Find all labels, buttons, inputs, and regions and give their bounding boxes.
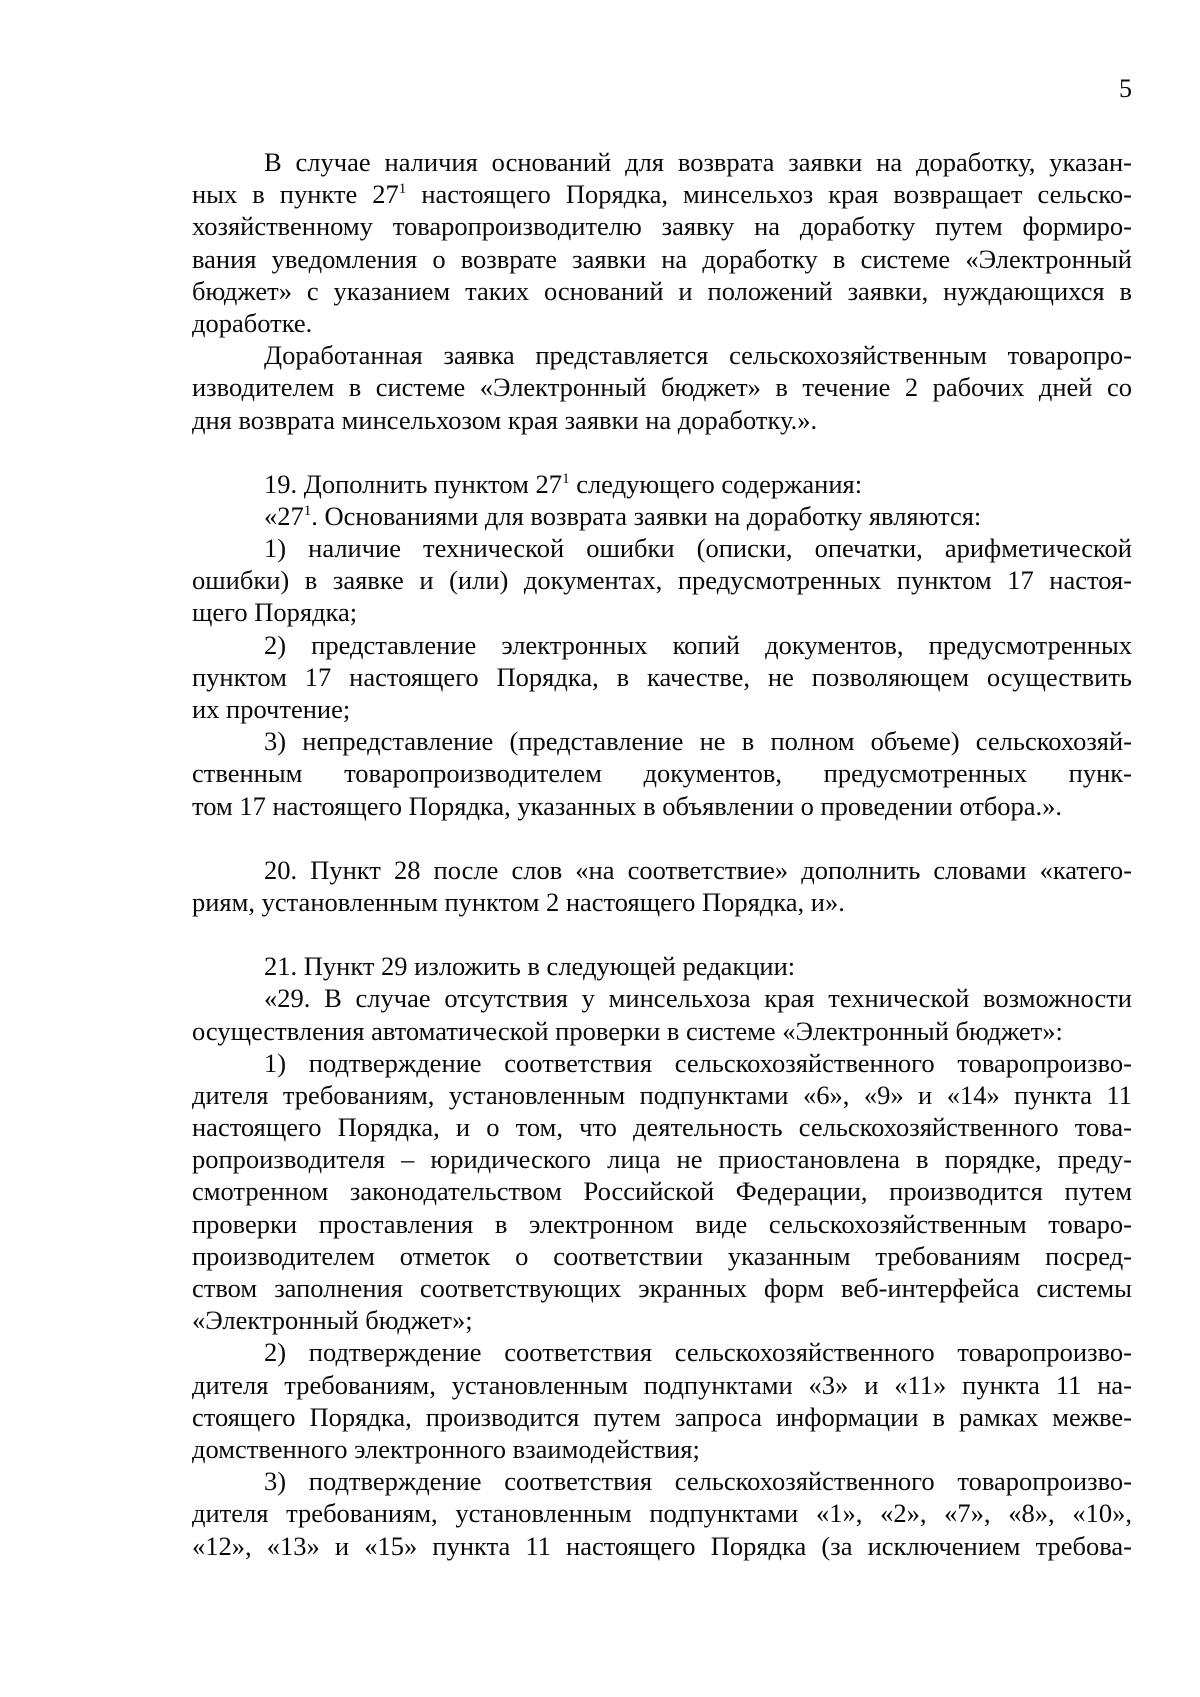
page-number: 5 bbox=[1119, 74, 1132, 103]
text-line: «12», «13» и «15» пункта 11 настоящего Порядка (за исключением требова- bbox=[192, 1530, 1132, 1561]
text-line: дителя требованиям, установленным подпунктами «3» и «11» пункта 11 на- bbox=[192, 1369, 1132, 1400]
text-line: Доработанная заявка представляется сельскохозяйственным товаропро- bbox=[264, 340, 1132, 371]
paragraph-return-grounds bbox=[192, 146, 1132, 339]
text-line: осуществления автоматической проверки в системе «Электронный бюджет»: bbox=[192, 1015, 1063, 1046]
paragraph-gap bbox=[192, 822, 1132, 854]
paragraph-revised-application bbox=[192, 339, 1132, 436]
text-line: риям, установленным пунктом 2 настоящего Порядка, и». bbox=[192, 886, 845, 917]
text-line: стоящего Порядка, производится путем запроса информации в рамках межве- bbox=[192, 1401, 1132, 1432]
text-line: бюджет» с указанием таких оснований и положений заявки, нуждающихся в bbox=[192, 275, 1132, 306]
text-line: производителем отметок о соответствии указанным требованиям посред- bbox=[192, 1240, 1132, 1271]
text-line: изводителем в системе «Электронный бюджет» в течение 2 рабочих дней со bbox=[192, 372, 1132, 403]
text-line: проверки проставления в электронном виде сельскохозяйственным товаро- bbox=[192, 1208, 1132, 1239]
paragraph-clause-29-subitem-2 bbox=[192, 1336, 1132, 1465]
text-line: «Электронный бюджет»; bbox=[192, 1305, 473, 1336]
paragraph-clause-27-1 bbox=[192, 500, 1132, 532]
text-line: дителя требованиям, установленным подпунктами «1», «2», «7», «8», «10», bbox=[192, 1498, 1132, 1529]
paragraph-gap bbox=[192, 918, 1132, 950]
text-line: домственного электронного взаимодействия; bbox=[192, 1433, 700, 1464]
text-line: доработке. bbox=[192, 307, 313, 338]
paragraph-item-20 bbox=[192, 854, 1132, 918]
paragraph-clause-29-subitem-3 bbox=[192, 1465, 1132, 1562]
paragraph-clause-29 bbox=[192, 982, 1132, 1046]
text-line: вания уведомления о возврате заявки на доработку в системе «Электронный bbox=[192, 243, 1132, 274]
paragraph-subitem-3-non-submission bbox=[192, 725, 1132, 822]
text-line: 2) подтверждение соответствия сельскохозяйственного товаропроизво- bbox=[264, 1337, 1132, 1368]
text-line: ственным товаропроизводителем документов, предусмотренных пунк- bbox=[192, 758, 1132, 789]
text-line: смотренном законодательством Российской Федерации, производится путем bbox=[192, 1176, 1132, 1207]
text-line: ных в пункте $27^1$ настоящего Порядка, минсельхоз края возвращает сельско- bbox=[192, 179, 1132, 210]
text-line: 2) представление электронных копий документов, предусмотренных bbox=[264, 629, 1132, 660]
text-line: 20. Пункт 28 после слов «на соответствие» дополнить словами «катего- bbox=[264, 854, 1132, 885]
text-line: ошибки) в заявке и (или) документах, предусмотренных пунктом 17 настоя- bbox=[192, 565, 1132, 596]
text-line: 19. Дополнить пунктом $27^1$ следующего содержания: bbox=[264, 468, 863, 499]
text-line: настоящего Порядка, и о том, что деятельность сельскохозяйственного това- bbox=[192, 1112, 1132, 1143]
text-line: 21. Пункт 29 изложить в следующей редакции: bbox=[264, 951, 796, 982]
paragraph-subitem-2-electronic-copies bbox=[192, 629, 1132, 726]
document-body bbox=[192, 146, 1132, 1562]
text-line: В случае наличия оснований для возврата заявки на доработку, указан- bbox=[264, 147, 1132, 177]
text-line: пунктом 17 настоящего Порядка, в качестве, не позволяющем осуществить bbox=[192, 661, 1132, 692]
superscript-one: 1 bbox=[303, 503, 312, 520]
superscript-one: 1 bbox=[562, 470, 570, 487]
paragraph-subitem-1-technical-error bbox=[192, 532, 1132, 629]
text-line: их прочтение; bbox=[192, 694, 351, 724]
superscript-one: 1 bbox=[398, 181, 407, 198]
text-line: дня возврата минсельхозом края заявки на доработку.». bbox=[192, 404, 818, 435]
paragraph-gap bbox=[192, 436, 1132, 468]
text-line: 3) непредставление (представление не в полном объеме) сельскохозяй- bbox=[264, 726, 1132, 757]
text-line: «$27^1$. Основаниями для возврата заявки на доработку являются: bbox=[264, 500, 982, 531]
text-line: хозяйственному товаропроизводителю заявку на доработку путем формиро- bbox=[192, 211, 1132, 242]
text-line: щего Порядка; bbox=[192, 597, 358, 628]
text-line: 1) подтверждение соответствия сельскохозяйственного товаропроизво- bbox=[264, 1047, 1132, 1078]
paragraph-item-21 bbox=[192, 950, 1132, 982]
text-line: 1) наличие технической ошибки (описки, опечатки, арифметической bbox=[264, 533, 1132, 564]
paragraph-clause-29-subitem-1 bbox=[192, 1047, 1132, 1337]
text-line: ропроизводителя – юридического лица не приостановлена в порядке, преду- bbox=[192, 1144, 1132, 1175]
text-line: том 17 настоящего Порядка, указанных в объявлении о проведении отбора.». bbox=[192, 790, 1063, 821]
text-line: ством заполнения соответствующих экранных форм веб-интерфейса системы bbox=[192, 1273, 1132, 1303]
text-line: «29. В случае отсутствия у минсельхоза края технической возможности bbox=[264, 983, 1132, 1014]
paragraph-item-19 bbox=[192, 468, 1132, 500]
text-line: дителя требованиям, установленным подпунктами «6», «9» и «14» пункта 11 bbox=[192, 1079, 1132, 1110]
text-line: 3) подтверждение соответствия сельскохозяйственного товаропроизво- bbox=[264, 1466, 1132, 1497]
